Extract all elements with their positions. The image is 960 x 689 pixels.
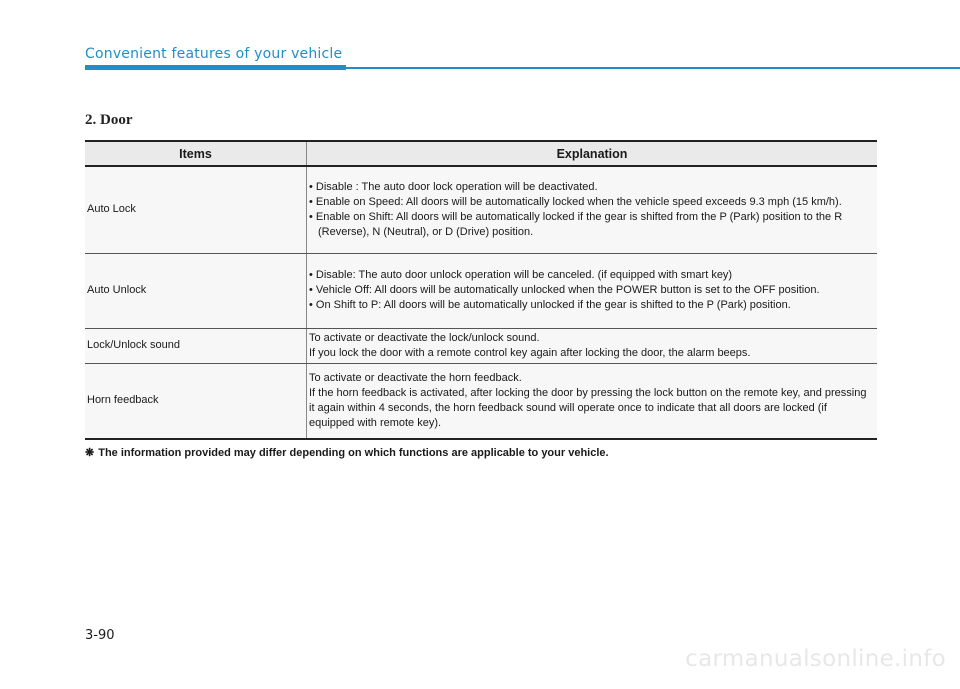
item-explanation: [307, 328, 878, 363]
item-name: Auto Lock: [85, 166, 307, 253]
item-name: Auto Unlock: [85, 253, 307, 328]
table-row-auto-lock: [85, 166, 877, 253]
page-number: 3-90: [85, 628, 115, 643]
header-rule: [346, 67, 960, 69]
table-row-horn-feedback: [85, 363, 877, 439]
chapter-title: Convenient features of your vehicle: [85, 46, 343, 62]
footnote-text: The information provided may differ depending on which functions are applicable to your vehicle.: [98, 447, 609, 459]
explanation-line: To activate or deactivate the lock/unlock sound.: [309, 331, 540, 344]
footnote-mark-icon: ❋: [85, 447, 95, 459]
table-header-row: [85, 141, 877, 166]
explanation-line: If you lock the door with a remote control key again after locking the door, the alarm beeps.: [309, 346, 751, 359]
footnote: [85, 446, 609, 459]
explanation-line: If the horn feedback is activated, after locking the door by pressing the lock button on the remote key, and pressing it again within 4 seconds, the horn feedback sound will operate once to indicate that all doors are locked (if equipped with remote key).: [309, 386, 867, 429]
column-header-explanation: Explanation: [307, 141, 878, 166]
explanation-bullet: • Enable on Speed: All doors will be automatically locked when the vehicle speed exceeds 9.3 mph (15 km/h).: [309, 195, 842, 208]
explanation-bullet: • Enable on Shift: All doors will be automatically locked if the gear is shifted from the P (Park) position to the R (Reverse), N (Neutral), or D (Drive) position.: [309, 210, 843, 238]
item-explanation: [307, 363, 878, 439]
door-settings-table: [85, 140, 877, 440]
explanation-bullet: • Disable: The auto door unlock operation will be canceled. (if equipped with smart key): [309, 269, 733, 281]
section-heading: 2. Door: [85, 112, 133, 128]
item-explanation: [307, 253, 878, 328]
watermark: carmanualsonline.info: [685, 646, 946, 672]
item-name: Lock/Unlock sound: [85, 328, 307, 363]
table-row-auto-unlock: [85, 253, 877, 328]
item-explanation: [307, 166, 878, 253]
explanation-bullet: • Vehicle Off: All doors will be automatically unlocked when the POWER button is set to the OFF position.: [309, 284, 820, 296]
explanation-line: To activate or deactivate the horn feedback.: [309, 371, 522, 384]
explanation-bullet: • Disable : The auto door lock operation will be deactivated.: [309, 180, 598, 193]
chapter-title-underline: [85, 65, 346, 70]
table-row-lock-unlock-sound: [85, 328, 877, 363]
explanation-bullet: • On Shift to P: All doors will be automatically unlocked if the gear is shifted to the P (Park) position.: [309, 299, 791, 311]
column-header-items: Items: [85, 141, 307, 166]
item-name: Horn feedback: [85, 363, 307, 439]
